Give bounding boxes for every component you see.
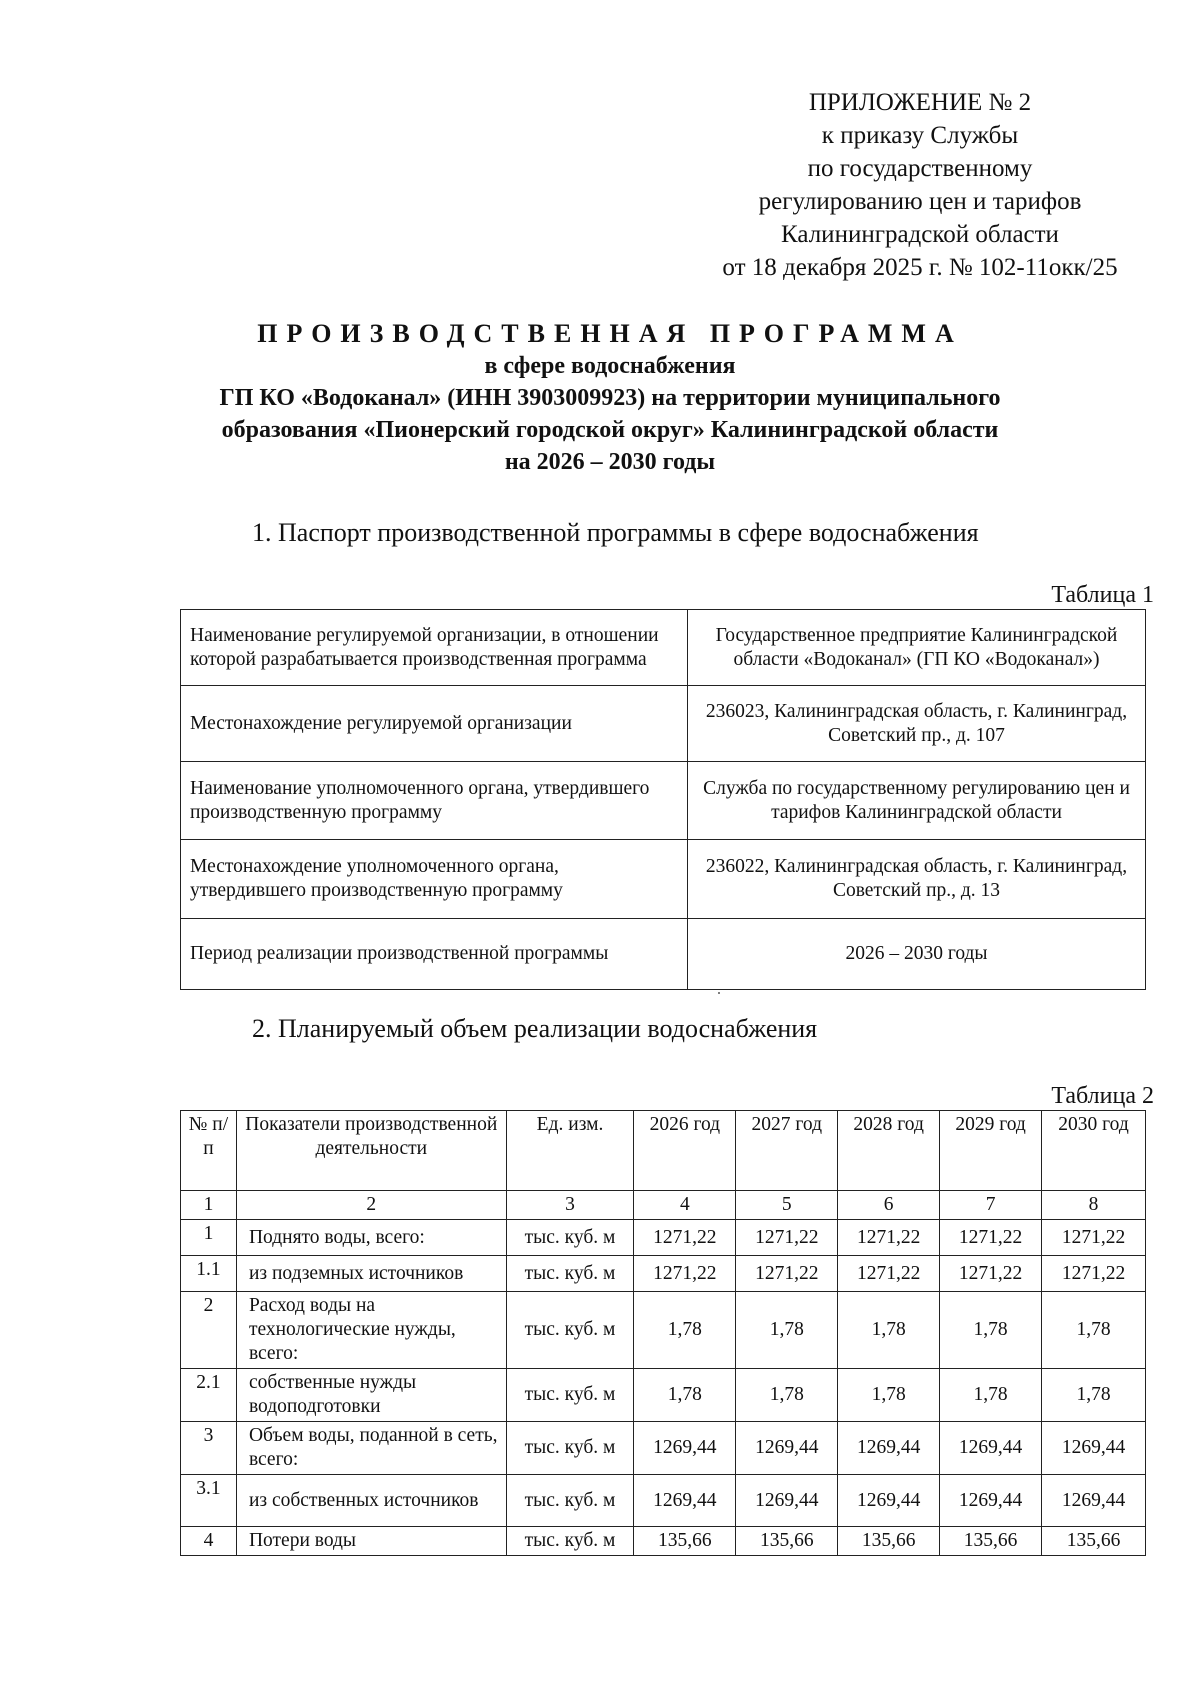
value-cell: 135,66 [736,1527,838,1556]
value-cell: 1271,22 [1042,1256,1146,1292]
value-cell: 1,78 [1042,1292,1146,1369]
value-cell: 1,78 [634,1369,736,1422]
title-line: образования «Пионерский городской округ» Калининградской области [221,417,999,443]
table-row [181,1475,1146,1527]
column-header: 2028 год [838,1111,940,1191]
column-number: 4 [634,1191,736,1220]
value-cell: 1271,22 [1042,1220,1146,1256]
value-cell: 1269,44 [634,1422,736,1475]
volume-table [180,1110,1146,1556]
indicator: Поднято воды, всего: [236,1220,506,1256]
table-1-label: Таблица 1 [1051,582,1154,608]
column-number-row [181,1191,1146,1220]
indicator: из собственных источников [236,1475,506,1527]
row-number: 2.1 [181,1369,237,1422]
table-2-label: Таблица 2 [1051,1083,1154,1109]
section-1-heading: 1. Паспорт производственной программы в сфере водоснабжения [252,518,979,547]
appendix-line: Калининградской области [781,221,1059,248]
appendix-block [690,86,1150,284]
value-cell: 1269,44 [736,1422,838,1475]
value-cell: 1,78 [838,1369,940,1422]
table-row [181,1527,1146,1556]
title-line: в сфере водоснабжения [484,353,736,379]
value-cell: 135,66 [1042,1527,1146,1556]
value-cell: 1269,44 [634,1475,736,1527]
table-row [181,1256,1146,1292]
column-header: 2027 год [736,1111,838,1191]
value-cell: 1271,22 [940,1256,1042,1292]
value-cell: 1269,44 [838,1475,940,1527]
value-cell: 1269,44 [1042,1475,1146,1527]
value-cell: 1,78 [634,1292,736,1369]
table-row [181,919,1146,990]
title-main: ПРОИЗВОДСТВЕННАЯ ПРОГРАММА [257,319,963,348]
value-cell: 1,78 [940,1292,1042,1369]
value-cell: 1271,22 [634,1220,736,1256]
column-header: 2026 год [634,1111,736,1191]
indicator: собственные нужды водоподготовки [236,1369,506,1422]
passport-key: Местонахождение уполномоченного органа, утвердившего производственную программу [181,840,688,919]
value-cell: 1271,22 [736,1220,838,1256]
unit: тыс. куб. м [506,1220,634,1256]
document-title [160,318,1060,478]
section-2-heading: 2. Планируемый объем реализации водоснабжения [252,1014,818,1043]
value-cell: 1269,44 [940,1422,1042,1475]
column-number: 6 [838,1191,940,1220]
value-cell: 135,66 [838,1527,940,1556]
value-cell: 1271,22 [940,1220,1042,1256]
column-number: 1 [181,1191,237,1220]
table-row [181,1220,1146,1256]
appendix-line: к приказу Службы [821,122,1019,149]
value-cell: 1271,22 [736,1256,838,1292]
passport-table [180,609,1146,990]
value-cell: 1269,44 [838,1422,940,1475]
table-row [181,1369,1146,1422]
column-header: 2029 год [940,1111,1042,1191]
table-row [181,686,1146,762]
value-cell: 1,78 [736,1292,838,1369]
passport-key: Наименование уполномоченного органа, утвердившего производственную программу [181,762,688,840]
unit: тыс. куб. м [506,1475,634,1527]
passport-key: Местонахождение регулируемой организации [181,686,688,762]
indicator: Объем воды, поданной в сеть, всего: [236,1422,506,1475]
value-cell: 1271,22 [634,1256,736,1292]
value-cell: 1271,22 [838,1220,940,1256]
passport-value: 236023, Калининградская область, г. Калининград, Советский пр., д. 107 [688,686,1146,762]
value-cell: 135,66 [940,1527,1042,1556]
row-number: 4 [181,1527,237,1556]
indicator: из подземных источников [236,1256,506,1292]
scan-speck [718,992,720,994]
column-header: № п/п [181,1111,237,1191]
unit: тыс. куб. м [506,1369,634,1422]
passport-value: 236022, Калининградская область, г. Калининград, Советский пр., д. 13 [688,840,1146,919]
value-cell: 1,78 [940,1369,1042,1422]
table-header-row [181,1111,1146,1191]
column-number: 5 [736,1191,838,1220]
passport-value: Служба по государственному регулированию цен и тарифов Калининградской области [688,762,1146,840]
passport-key: Период реализации производственной программы [181,919,688,990]
row-number: 2 [181,1292,237,1369]
unit: тыс. куб. м [506,1292,634,1369]
column-number: 8 [1042,1191,1146,1220]
column-number: 2 [236,1191,506,1220]
appendix-line: по государственному [807,155,1033,182]
appendix-line: ПРИЛОЖЕНИЕ № 2 [808,89,1032,116]
value-cell: 1269,44 [940,1475,1042,1527]
row-number: 1 [181,1220,237,1256]
indicator: Расход воды на технологические нужды, всего: [236,1292,506,1369]
value-cell: 1269,44 [1042,1422,1146,1475]
passport-value: 2026 – 2030 годы [688,919,1146,990]
table-row [181,762,1146,840]
row-number: 1.1 [181,1256,237,1292]
table-row [181,610,1146,686]
title-line: ГП КО «Водоканал» (ИНН 3903009923) на территории муниципального [219,385,1001,411]
value-cell: 135,66 [634,1527,736,1556]
value-cell: 1,78 [736,1369,838,1422]
table-row [181,840,1146,919]
unit: тыс. куб. м [506,1527,634,1556]
column-number: 7 [940,1191,1042,1220]
value-cell: 1271,22 [838,1256,940,1292]
appendix-line: регулированию цен и тарифов [758,188,1082,215]
column-header: Показатели производственной деятельности [236,1111,506,1191]
indicator: Потери воды [236,1527,506,1556]
unit: тыс. куб. м [506,1422,634,1475]
column-header: 2030 год [1042,1111,1146,1191]
passport-key: Наименование регулируемой организации, в отношении которой разрабатывается производственная программа [181,610,688,686]
column-header: Ед. изм. [506,1111,634,1191]
table-row [181,1292,1146,1369]
title-line: на 2026 – 2030 годы [504,449,716,475]
column-number: 3 [506,1191,634,1220]
value-cell: 1269,44 [736,1475,838,1527]
row-number: 3.1 [181,1475,237,1527]
row-number: 3 [181,1422,237,1475]
table-row [181,1422,1146,1475]
value-cell: 1,78 [838,1292,940,1369]
appendix-line: от 18 декабря 2025 г. № 102-11окк/25 [722,254,1118,281]
value-cell: 1,78 [1042,1369,1146,1422]
unit: тыс. куб. м [506,1256,634,1292]
passport-value: Государственное предприятие Калининградской области «Водоканал» (ГП КО «Водоканал») [688,610,1146,686]
